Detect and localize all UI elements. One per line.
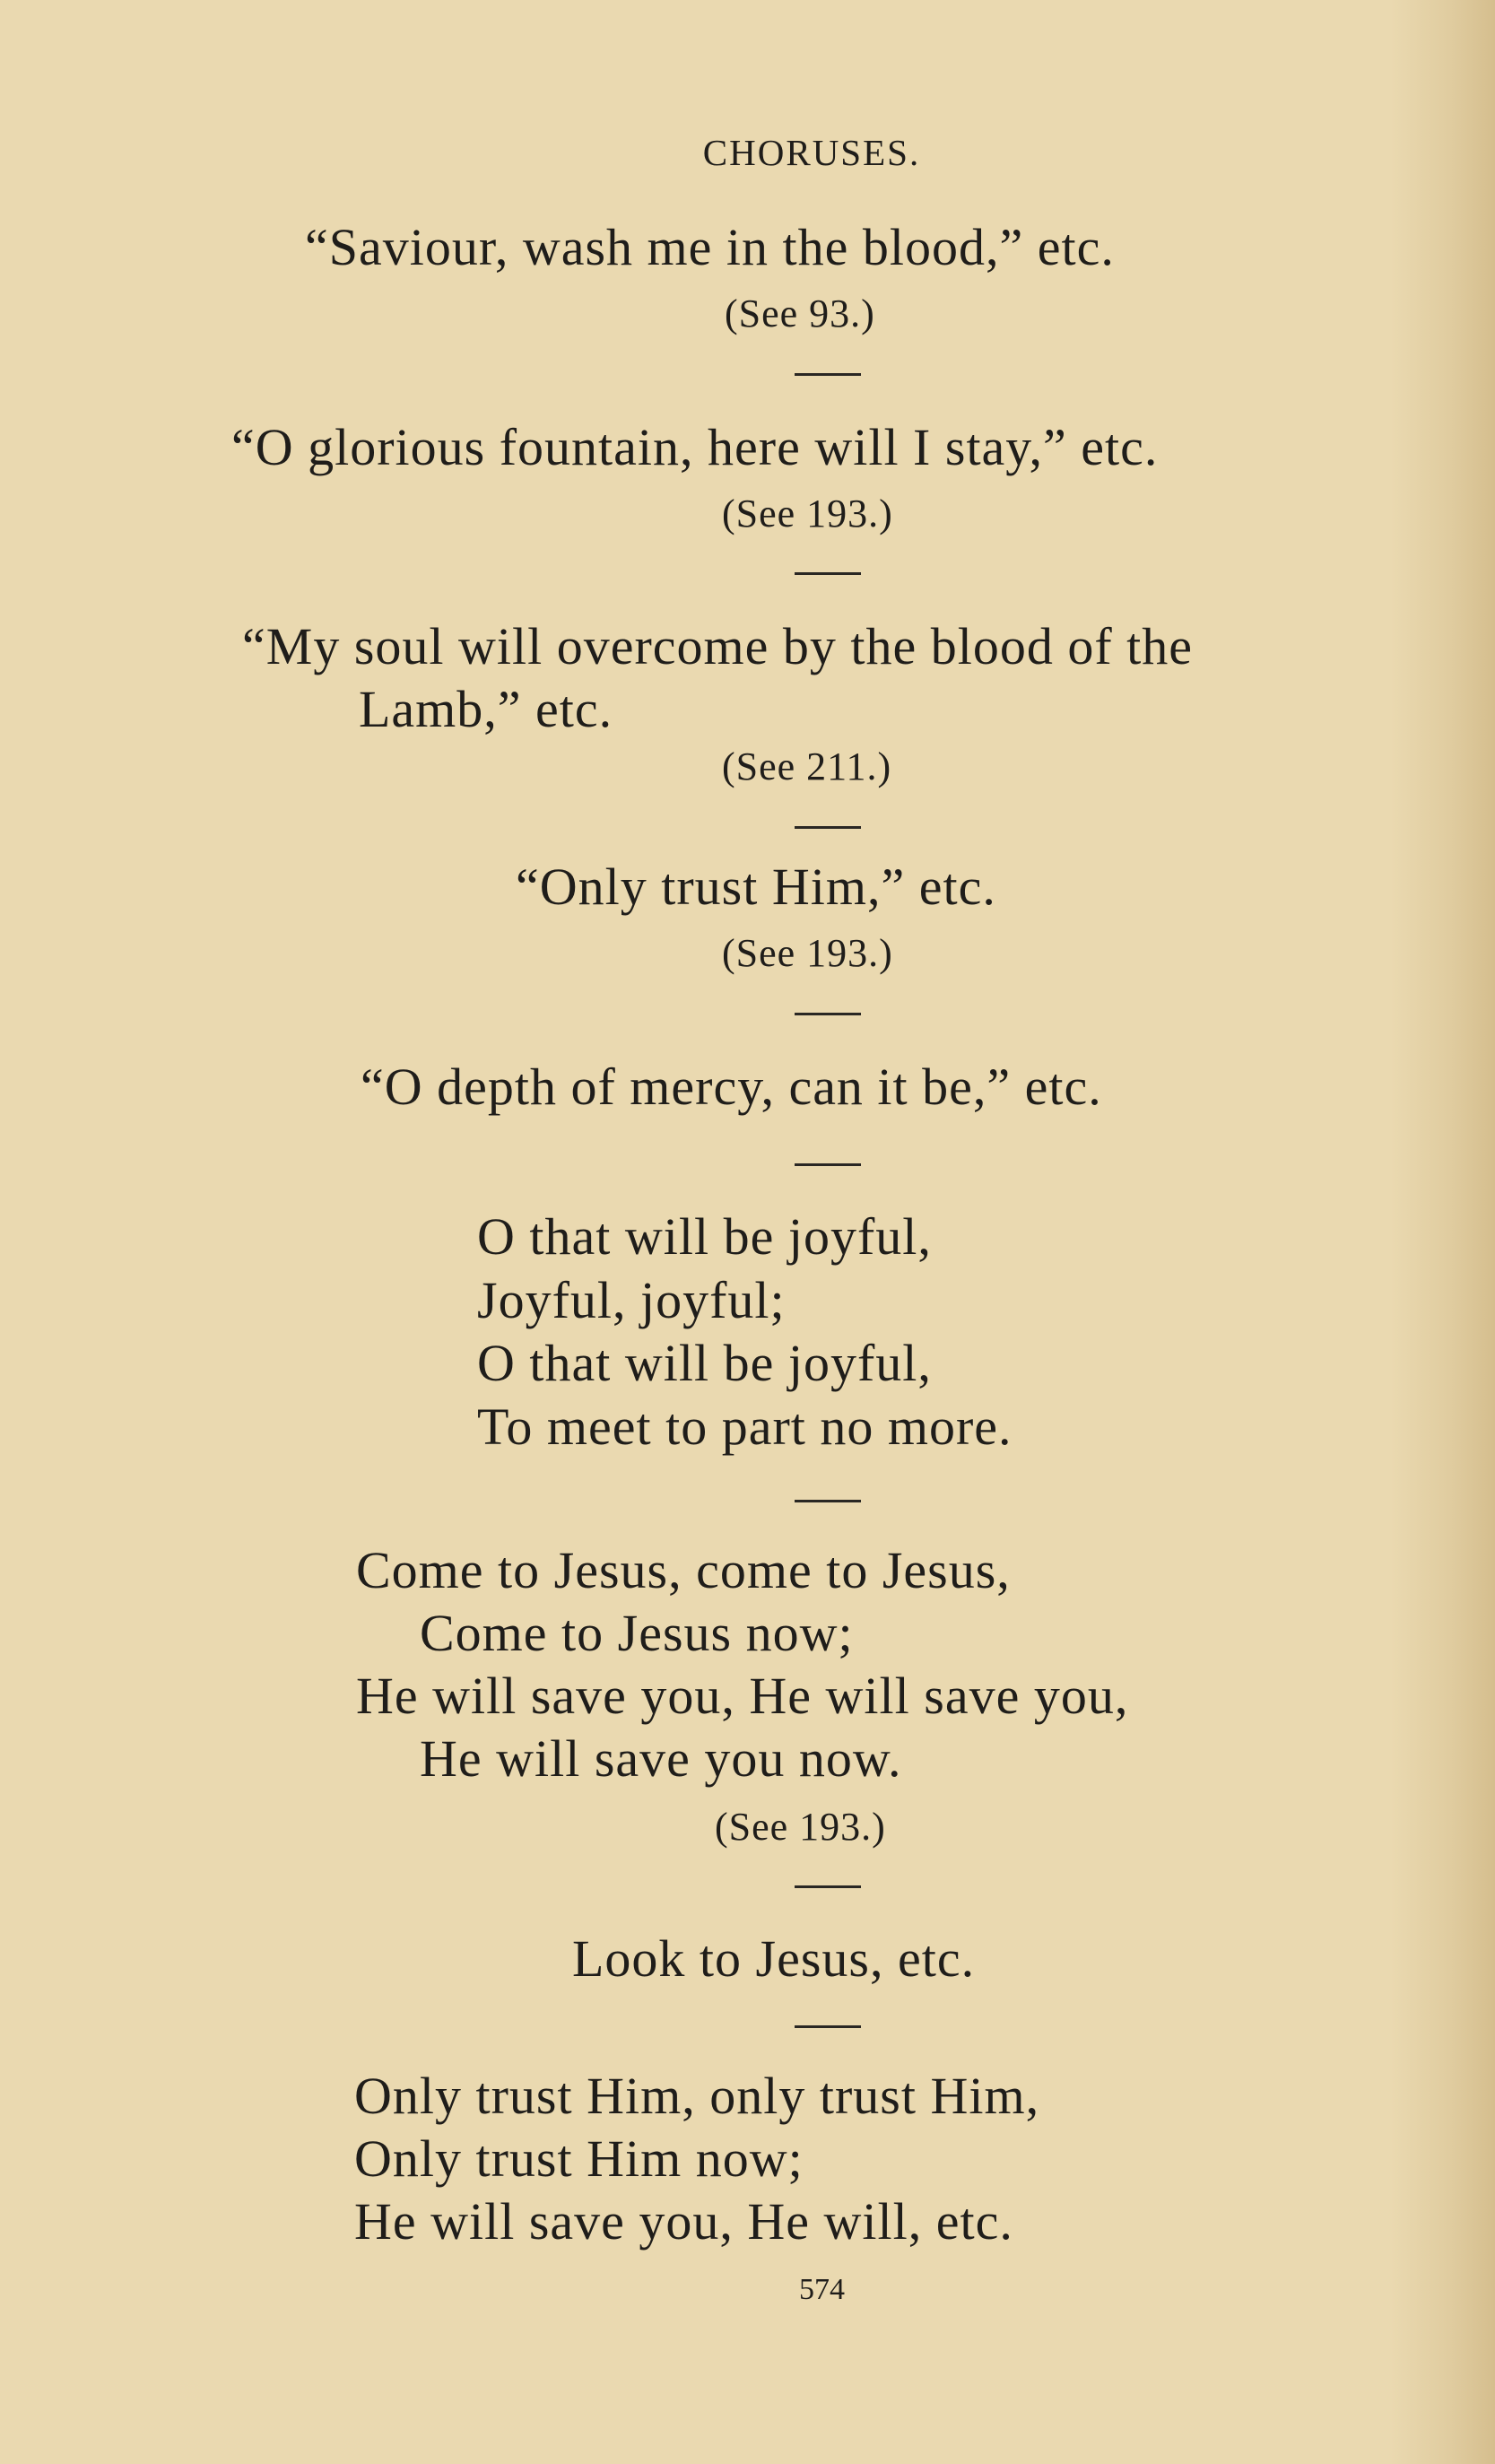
separator-rule [795, 1013, 861, 1015]
separator-rule [795, 572, 861, 575]
chorus-3-line-2: Lamb,” etc. [359, 680, 613, 738]
separator-rule [795, 1163, 861, 1166]
separator-rule [795, 373, 861, 376]
separator-rule [795, 826, 861, 829]
chorus-7-line-4: He will save you now. [420, 1729, 902, 1788]
chorus-9-line-1: Only trust Him, only trust Him, [354, 2067, 1040, 2125]
chorus-7-reference: (See 193.) [715, 1805, 886, 1849]
running-header: CHORUSES. [702, 132, 921, 173]
page-number: 574 [799, 2273, 845, 2306]
chorus-6-line-4: To meet to part no more. [477, 1397, 1013, 1456]
chorus-8-line: Look to Jesus, etc. [572, 1929, 976, 1988]
chorus-9-line-2: Only trust Him now; [354, 2129, 804, 2188]
chorus-6-line-2: Joyful, joyful; [477, 1271, 786, 1329]
chorus-2-line: “O glorious fountain, here will I stay,” etc. [231, 418, 1159, 476]
chorus-6-line-1: O that will be joyful, [477, 1207, 932, 1266]
separator-rule [795, 1885, 861, 1888]
separator-rule [795, 2025, 861, 2028]
chorus-7-line-1: Come to Jesus, come to Jesus, [356, 1541, 1011, 1599]
chorus-7-line-3: He will save you, He will save you, [356, 1667, 1129, 1725]
chorus-6-line-3: O that will be joyful, [477, 1334, 932, 1392]
chorus-2-reference: (See 193.) [722, 492, 893, 535]
chorus-3-line-1: “My soul will overcome by the blood of the [242, 617, 1194, 675]
chorus-1-line: “Saviour, wash me in the blood,” etc. [305, 218, 1115, 276]
chorus-4-reference: (See 193.) [722, 931, 893, 975]
chorus-9-line-3: He will save you, He will, etc. [354, 2192, 1013, 2251]
chorus-4-line: “Only trust Him,” etc. [516, 858, 996, 916]
chorus-7-line-2: Come to Jesus now; [420, 1604, 854, 1662]
separator-rule [795, 1500, 861, 1502]
chorus-1-reference: (See 93.) [725, 292, 875, 335]
chorus-3-reference: (See 211.) [722, 744, 892, 788]
chorus-5-line: “O depth of mercy, can it be,” etc. [361, 1058, 1102, 1116]
